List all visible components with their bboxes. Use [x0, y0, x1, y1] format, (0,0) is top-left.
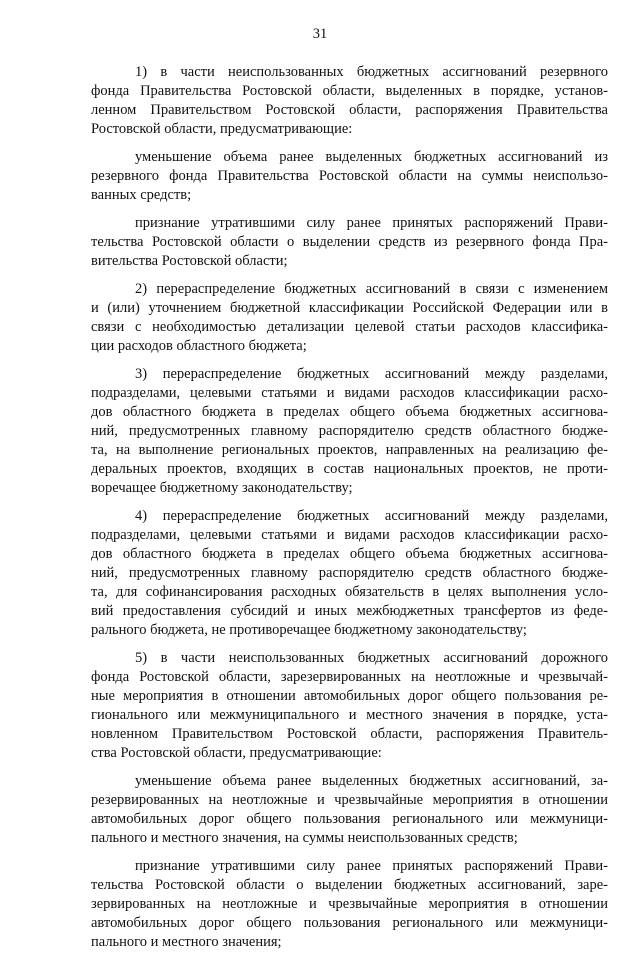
text-line: вий предоставления субсидий и иных межбюджетных трансфертов из феде-: [91, 603, 608, 619]
text-line: связи с необходимостью детализации целевой статьи расходов классифика-: [91, 319, 608, 335]
text-line: та, на выполнение региональных проектов, направленных на реализацию фе-: [91, 442, 608, 458]
text-line: тельства Ростовской области о выделении бюджетных ассигнований, заре-: [91, 877, 608, 893]
text-line: и (или) уточнением бюджетной классификации Российской Федерации или в: [91, 300, 608, 316]
text-line: признание утратившими силу ранее принятых распоряжений Прави-: [135, 858, 608, 874]
paragraph: [91, 63, 608, 139]
text-line: 4) перераспределение бюджетных ассигнований между разделами,: [135, 508, 608, 524]
text-line: пального и местного значения;: [91, 934, 282, 950]
text-line: зервированных на неотложные и чрезвычайные мероприятия в отношении: [91, 896, 608, 912]
text-line: вительства Ростовской области;: [91, 253, 288, 269]
paragraph: [91, 649, 608, 763]
text-line: гионального или межмуниципального и местного значения в порядке, уста-: [91, 707, 608, 723]
text-line: резервного фонда Правительства Ростовской области на суммы неиспользо-: [91, 168, 608, 184]
text-line: уменьшение объема ранее выделенных бюджетных ассигнований из: [135, 149, 608, 165]
paragraph: [91, 772, 608, 848]
text-line: дов областного бюджета в пределах общего объема бюджетных ассигнова-: [91, 404, 608, 420]
text-line: 5) в части неиспользованных бюджетных ассигнований дорожного: [135, 650, 608, 666]
paragraph: [91, 280, 608, 356]
text-line: фонда Ростовской области, зарезервированных на неотложные и чрезвычай-: [91, 669, 608, 685]
text-line: ции расходов областного бюджета;: [91, 338, 307, 354]
text-line: 1) в части неиспользованных бюджетных ассигнований резервного: [135, 64, 608, 80]
text-line: признание утратившими силу ранее принятых распоряжений Прави-: [135, 215, 608, 231]
text-line: подразделами, целевыми статьями и видами расходов классификации расхо-: [91, 385, 608, 401]
text-line: 2) перераспределение бюджетных ассигнований в связи с изменением: [135, 281, 608, 297]
text-line: воречащее бюджетному законодательству;: [91, 480, 353, 496]
paragraph: [91, 148, 608, 205]
text-line: ний, предусмотренных главному распорядителю средств областного бюдже-: [91, 565, 608, 581]
text-line: резервированных на неотложные и чрезвычайные мероприятия в отношении: [91, 792, 608, 808]
text-line: автомобильных дорог общего пользования регионального или межмуници-: [91, 811, 608, 827]
text-line: ленном Правительством Ростовской области, распоряжения Правительства: [91, 102, 608, 118]
paragraph: [91, 507, 608, 640]
text-line: ства Ростовской области, предусматривающие:: [91, 745, 382, 761]
text-line: новленном Правительством Ростовской области, распоряжения Правитель-: [91, 726, 608, 742]
document-body: [91, 63, 608, 961]
text-line: тельства Ростовской области о выделении средств из резервного фонда Пра-: [91, 234, 608, 250]
text-line: фонда Правительства Ростовской области, выделенных в порядке, установ-: [91, 83, 608, 99]
text-line: та, для софинансирования расходных обязательств в целях выполнения усло-: [91, 584, 608, 600]
text-line: деральных проектов, входящих в состав национальных проектов, не проти-: [91, 461, 608, 477]
text-line: дов областного бюджета в пределах общего объема бюджетных ассигнова-: [91, 546, 608, 562]
text-line: пального и местного значения, на суммы неиспользованных средств;: [91, 830, 518, 846]
text-line: 3) перераспределение бюджетных ассигнований между разделами,: [135, 366, 608, 382]
paragraph: [91, 365, 608, 498]
text-line: ванных средств;: [91, 187, 192, 203]
text-line: ные мероприятия в отношении автомобильных дорог общего пользования ре-: [91, 688, 608, 704]
text-line: подразделами, целевыми статьями и видами расходов классификации расхо-: [91, 527, 608, 543]
text-line: ний, предусмотренных главному распорядителю средств областного бюдже-: [91, 423, 608, 439]
text-line: уменьшение объема ранее выделенных бюджетных ассигнований, за-: [135, 773, 608, 789]
page-number: 31: [312, 26, 328, 42]
text-line: рального бюджета, не противоречащее бюджетному законодательству;: [91, 622, 527, 638]
paragraph: [91, 214, 608, 271]
text-line: автомобильных дорог общего пользования регионального или межмуници-: [91, 915, 608, 931]
text-line: Ростовской области, предусматривающие:: [91, 121, 353, 137]
